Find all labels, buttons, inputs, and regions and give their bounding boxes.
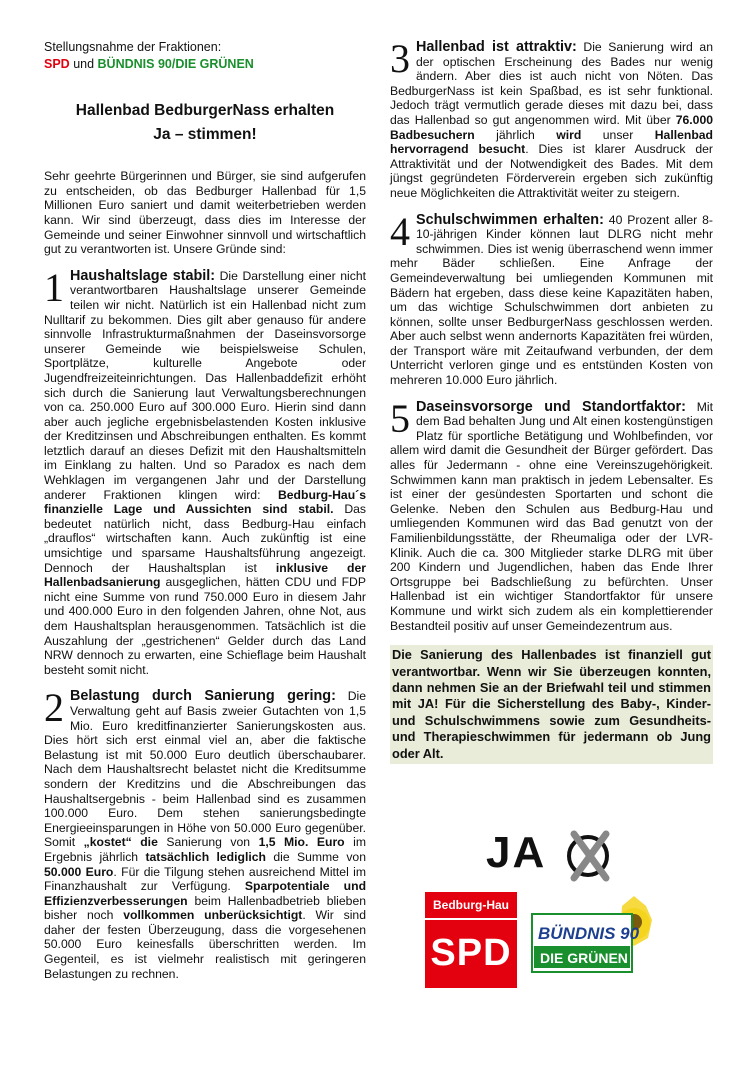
- section-number: 5: [390, 395, 410, 441]
- section-body: [390, 208, 713, 388]
- section-body: [44, 685, 367, 981]
- section-2: [44, 685, 367, 981]
- page-title: [44, 99, 366, 147]
- section-text: die Summe von: [265, 849, 366, 864]
- title-line-1: Hallenbad BedburgerNass erhalten: [75, 102, 335, 120]
- section-body: [390, 395, 713, 634]
- section-text: Mit dem Bad behalten Jung und Alt einen kostengünstigen Platz für sportliche Betätigung und Wohlbefinden, vor allem wird damit die Gesundheit der Bürger gefördert. Das alles für Jedermann - ohne eine Vereinszugehörigkeit. Schwimmen kann man praktisch in jedem Lebensalter. Es ist einer der gesündesten Sportarten und schont die Gelenke. Neben den Schulen aus Bedburg-Hau und umliegenden Kommunen wird das Bad genutzt von der Familienbildungsstätte, der Rheumaliga oder der LVR-Klinik. Auch die ca. 300 Mitglieder starke DLRG mit über 200 Kindern und Jugendlichen, haben das Ende Ihrer Ortsgruppe bei Badschließung zu befürchten. Unser Hallenbad ist ein wichtiger Standortfaktor für unsere Kommune und wirkt sich zudem als ein komplettierender Bestandteil positiv auf unser Gemeindezentrum aus.: [390, 399, 713, 633]
- section-text: Das bedeutet natürlich nicht, dass Bedburg-Hau einfach „drauflos“ wirtschaften kann. Auch zukünftig ist eine umsichtige und sparsame Haushaltsführung angezeigt. Dennoch der Haushaltsplan ist: [44, 502, 367, 575]
- section-bold: 1,5 Mio. Euro: [258, 835, 345, 850]
- spd-logo: [425, 892, 517, 988]
- section-body: [44, 264, 367, 678]
- gruene-label: BÜNDNIS 90/DIE GRÜNEN: [97, 56, 254, 71]
- section-bold: inklusive der Hallenbadsanierung: [44, 560, 366, 590]
- section-text: Sanierung von: [157, 835, 259, 850]
- section-heading: Schulschwimmen erhalten:: [416, 211, 604, 228]
- section-bold: vollkommen unberücksichtigt: [123, 908, 303, 923]
- section-bold: Hallenbad hervorragend besucht: [390, 127, 713, 157]
- section-3: [390, 36, 713, 201]
- section-number: 2: [44, 685, 64, 731]
- section-number: 1: [44, 264, 64, 310]
- section-bold: 76.000 Badbesuchern: [390, 112, 713, 142]
- spd-logo-name: SPD: [430, 932, 512, 974]
- section-text: Die Darstellung einer nicht verantwortbaren Haushaltslage unserer Gemeinde teilen wir nicht. Natürlich ist ein Hallenbad nicht zum Nulltarif zu bekommen. Dies gilt aber genauso für andere sinnvolle Infrastrukturmaßnahmen der Daseinsvorsorge unserer Gemeinde wie beispielsweise Schulen, Sportplätze, kulturelle Angebote oder Jugendfreizeiteinrichtungen. Das Hallenbaddefizit erhöht sich durch die Sanierung laut Verwaltungsberechnungen von ca. 250.000 Euro auf 300.000 Euro. Hierin sind dann aber auch jegliche ergebnisbelastenden Kosten inklusive der Kreditzinsen und Abschreibungen enthalten. Es kommt letztlich darauf an dieses Defizit mit den Haushaltsmitteln im Einklang zu halten. Und so Paradox es nach dem Wehklagen im vergangenen Jahr und der Darstellung anderer Fraktionen klingen wird:: [44, 268, 366, 502]
- gruene-logo: [530, 894, 654, 990]
- gruene-logo-line2: DIE GRÜNEN: [540, 950, 628, 966]
- right-column: [390, 36, 713, 764]
- section-5: [390, 395, 713, 634]
- box-text: Die Sanierung des Hallenbades ist finanziell gut verantwortbar. Wenn wir Sie überzeugen konnten, dann nehmen Sie an der Briefwahl teil und stimmen mit: [392, 647, 711, 712]
- header-subtitle: Stellungsnahme der Fraktionen:: [44, 40, 222, 54]
- spd-logo-divider: [425, 918, 517, 920]
- section-text: Die Sanierung wird an der optischen Erscheinung des Bades nur wenig ändern. Aber dies ist auch nicht von Nöten. Das BedburgerNass ist kein Spaßbad, es ist sehr funktional. Jedoch trägt vermutlich gerade dieses mit dazu bei, dass das Hallenbad so gut angenommen wird. Mit über: [390, 40, 713, 127]
- call-to-action-box: [390, 645, 713, 764]
- section-bold: Sparpotentiale und Effizienzverbesserungen: [44, 879, 367, 908]
- gruene-logo-line1: BÜNDNIS 90: [538, 924, 640, 943]
- box-ja: JA!: [417, 696, 439, 712]
- section-text: unser: [581, 127, 655, 142]
- section-bold: „kostet“ die: [83, 835, 158, 850]
- intro-paragraph: Sehr geehrte Bürgerinnen und Bürger, sie sind aufgerufen zu entscheiden, ob das Bedburger Hallenbad für 1,5 Millionen Euro saniert und damit weiterbetrieben werden kann. Wir sind überzeugt, dass dies im Interesse der Gemeinde und seiner Einwohner sinnvoll und wirtschaftlich gut zu verantworten ist. Unsere Gründe sind:: [44, 169, 366, 257]
- section-bold: Bedburg-Hau´s finanzielle Lage und Aussichten sind stabil.: [44, 487, 366, 517]
- section-4: [390, 208, 713, 388]
- section-bold: tatsächlich lediglich: [145, 849, 266, 864]
- section-text: . Für die Tilgung stehen ausreichend Mittel im Finanzhaushalt zur Verfügung.: [44, 864, 366, 894]
- ja-vote-label: JA: [486, 828, 547, 877]
- section-text: 40 Prozent aller 8-10-jährigen Kinder können laut DLRG nicht mehr schwimmen. Dies ist wenig überraschend wenn immer mehr Bäder schließen. Eine Anfrage der Gemeindeverwaltung bei umliegenden Kommunen mit Bädern hat ergeben, dass diese keine Kapazitäten haben, um das wichtige Schulschwimmen dort anbieten zu können, sollte unser BedburgerNass geschlossen werden. Aber auch selbst wenn andernorts Kapazitäten frei würden, der Transport wäre mit Zeitaufwand verbunden, der dem Unterricht verloren ginge und es entstünden Kosten von mehreren 10.000 Euro jährlich.: [390, 212, 713, 388]
- title-line-2: Ja – stimmen!: [153, 126, 257, 144]
- section-heading: Hallenbad ist attraktiv:: [416, 39, 577, 55]
- section-text: beim Hallenbadbetrieb blieben bisher noch: [44, 893, 366, 923]
- section-text: ausgeglichen, hätten CDU und FDP nicht eine Summe von rund 750.000 Euro in diesem Jahr und 400.000 Euro in den folgenden Jahren, ohne Not, aus dem Haushaltsplan herausgenommen. Tatsächlich ist die Auszahlung der „gestrichenen“ Gelder durch das Land NRW dennoch zu erwarten, eine Schieflage beim Haushalt besteht somit nicht.: [44, 575, 366, 677]
- left-column: [44, 40, 366, 993]
- box-text: Für die Sicherstellung des Baby-, Kinder- und Schulschwimmens sowie zum Gesundheits- und Therapieschwimmen für jedermann ob Jung oder Alt.: [392, 696, 711, 761]
- section-1: [44, 264, 367, 678]
- party-line: [44, 57, 366, 72]
- section-heading: Belastung durch Sanierung gering:: [70, 688, 336, 705]
- section-heading: Haushaltslage stabil:: [70, 267, 216, 284]
- section-number: 4: [390, 208, 410, 254]
- section-heading: Daseinsvorsorge und Standortfaktor:: [416, 398, 686, 415]
- section-text: im Ergebnis jährlich: [44, 835, 366, 864]
- section-bold: 50.000 Euro: [44, 864, 114, 879]
- section-text: . Dies ist klarer Ausdruck der Attraktivität und der Notwendigkeit des Bades. Mit dem jüngst gegründeten Förderverein ergeben sich zukünftig neue Möglichkeiten die Attraktivität weiter zu steigern.: [390, 142, 713, 200]
- und-label: und: [73, 56, 95, 71]
- spd-label: SPD: [44, 56, 70, 71]
- ballot-cross-icon: [566, 826, 616, 882]
- section-number: 3: [390, 36, 410, 81]
- section-text: Die Verwaltung geht auf Basis zweier Gutachten von 1,5 Mio. Euro kreditfinanzierter Sanierungskosten aus. Dies hört sich erst einmal viel an, aber die faktische Belastung ist mit 50.000 Euro deutlich überschaubarer. Nach dem Haushaltsrecht belastet nicht die Kreditsumme sondern der Kreditzins und die Abschreibungen das Haushaltsergebnis - beim Hallenbad sind es zusammen 100.000 Euro. Dem stehen sanierungsbedingte Energieeinsparungen in Höhe von 50.000 Euro gegenüber. Somit: [44, 689, 366, 850]
- section-body: [390, 36, 713, 201]
- section-text: . Wir sind daher der festen Überzeugung, dass die vorgesehenen 50.000 Euro keinesfalls überschritten werden. Im Gegenteil, es ist vielmehr realistisch mit geringeren Belastungen zu rechnen.: [44, 908, 366, 981]
- section-bold: wird: [556, 127, 582, 142]
- section-text: jährlich: [474, 127, 557, 142]
- spd-logo-location: Bedburg-Hau: [433, 898, 509, 912]
